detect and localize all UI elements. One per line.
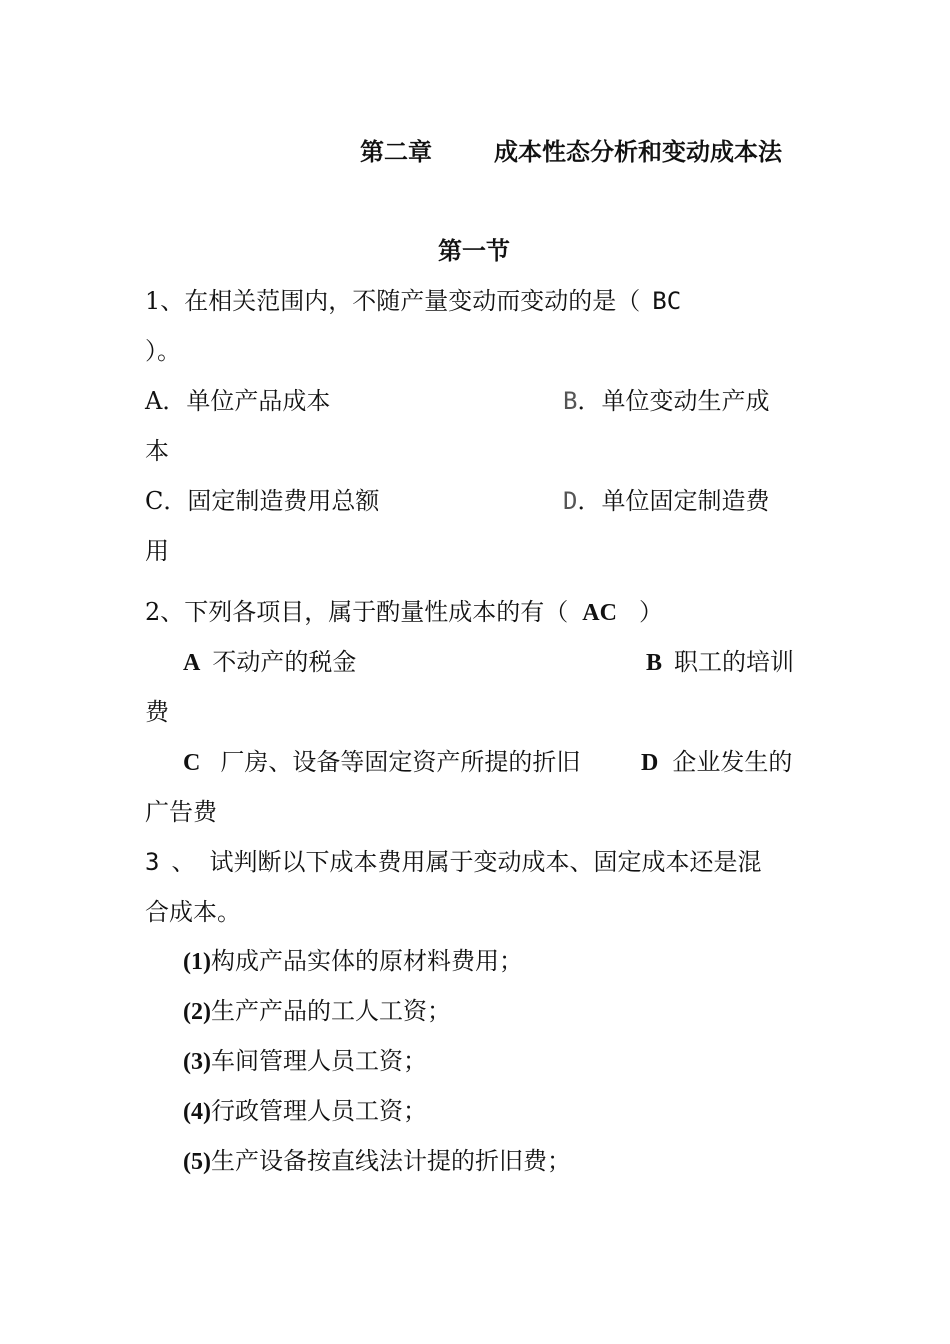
q2-option-c-text: 厂房、设备等固定资产所提的折旧 (220, 748, 581, 776)
q1-stem-text: 1、在相关范围内，不随产量变动而变动的是（ (145, 287, 641, 315)
q1-stem-end: ）。 (145, 337, 181, 365)
q3-item-number: (5) (183, 1149, 211, 1175)
q3-item-text: 车间管理人员工资； (210, 1047, 427, 1075)
q1-option-d-wrap: 用 (145, 537, 169, 565)
q2-option-a-text: 不动产的税金 (212, 648, 357, 676)
q2-option-b-wrap: 费 (145, 698, 169, 726)
chapter-title: 成本性态分析和变动成本法 (494, 137, 782, 166)
q2-stem-end: ） (638, 598, 663, 626)
q1-option-b-letter: B (563, 387, 578, 415)
q3-stem (145, 847, 761, 877)
q3-item-text: 行政管理人员工资； (210, 1097, 427, 1125)
q3-item-number: (1) (183, 949, 211, 975)
q1-option-d-letter: D (563, 487, 578, 515)
q1-stem (145, 286, 681, 316)
q2-option-c (183, 747, 580, 778)
q2-stem (145, 597, 663, 628)
q3-stem-text: 试判断以下成本费用属于变动成本、固定成本还是混 (209, 848, 762, 876)
q3-item-text: 生产产品的工人工资； (210, 997, 451, 1025)
q1-option-a: A．单位产品成本 (145, 387, 331, 415)
q1-option-d (563, 486, 769, 516)
q3-item-text: 构成产品实体的原材料费用； (210, 947, 523, 975)
q2-option-a-letter: A (183, 650, 201, 676)
q2-option-d-wrap: 广告费 (145, 798, 217, 826)
q2-option-b-text: 职工的培训 (674, 648, 795, 676)
q2-stem-text: 2、下列各项目，属于酌量性成本的有（ (145, 598, 569, 626)
q2-option-d-text: 企业发生的 (672, 748, 793, 776)
q1-option-c: C．固定制造费用总额 (145, 487, 380, 515)
q3-item-number: (4) (183, 1099, 211, 1125)
q2-option-d-letter: D (641, 750, 659, 776)
q3-item-number: (3) (183, 1049, 211, 1075)
chapter-number: 第二章 (360, 137, 432, 166)
q1-option-d-text: ．单位固定制造费 (577, 487, 770, 515)
q3-stem-wrap: 合成本。 (145, 898, 241, 926)
q3-item (183, 1046, 427, 1077)
q1-answer: BC (652, 287, 682, 315)
q3-item (183, 996, 451, 1027)
q3-number: 3 (145, 848, 160, 876)
q1-option-b-text: ．单位变动生产成 (577, 387, 770, 415)
q3-item-text: 生产设备按直线法计提的折旧费； (210, 1147, 571, 1175)
section-heading: 第一节 (438, 236, 510, 265)
q2-option-b (646, 647, 794, 678)
q1-option-b-wrap: 本 (145, 437, 169, 465)
q2-option-b-letter: B (646, 650, 663, 676)
q2-answer: AC (582, 600, 617, 626)
q3-item-number: (2) (183, 999, 211, 1025)
q3-item (183, 946, 523, 977)
q2-option-c-letter: C (183, 750, 201, 776)
chapter-heading (360, 137, 782, 167)
q3-item (183, 1146, 571, 1177)
q2-option-a (183, 647, 356, 678)
q3-sep: 、 (171, 848, 196, 876)
q2-option-d (641, 747, 792, 778)
q1-option-b (563, 386, 769, 416)
q3-item (183, 1096, 427, 1127)
